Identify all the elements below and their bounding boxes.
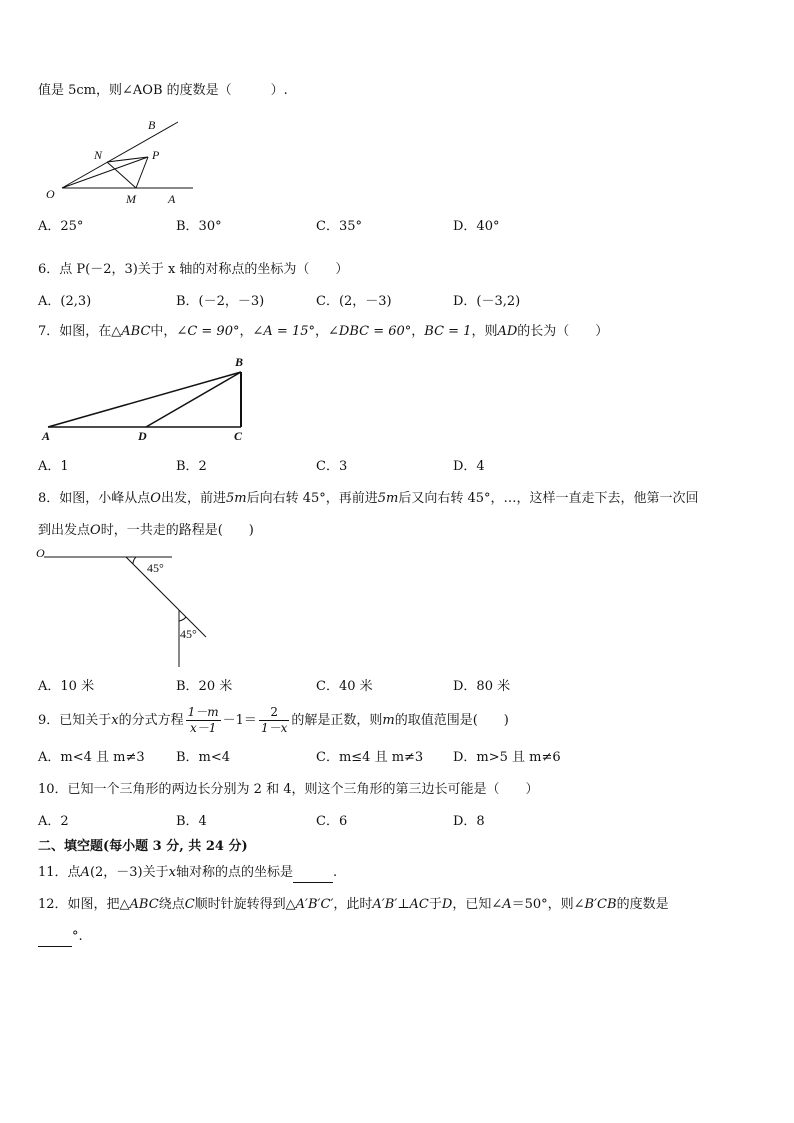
q8-stem-line2: 到出发点O时，一共走的路程是( ) xyxy=(38,523,254,538)
q7-label-a: A xyxy=(42,429,51,443)
q9-option-d: D．m>5 且 m≠6 xyxy=(453,750,561,765)
q5-label-p: P xyxy=(152,148,160,162)
q10-option-d: D．8 xyxy=(453,814,485,829)
q9-option-a: A．m<4 且 m≠3 xyxy=(38,750,145,765)
q5-option-d: D．40° xyxy=(453,219,500,234)
q5-angle-figure xyxy=(38,115,208,210)
q12-stem-line1: 12．如图，把△ABC绕点C顺时针旋转得到△A′B′C′，此时A′B′⊥AC于D，已知∠A＝50°，则∠B′CB的度数是 xyxy=(38,897,669,912)
q7-triangle-figure xyxy=(38,352,258,447)
q8-label-angle2: 45° xyxy=(180,627,197,641)
q5-option-b: B．30° xyxy=(176,219,222,234)
q5-label-o: O xyxy=(46,187,55,201)
q12-answer-blank[interactable] xyxy=(38,928,72,947)
q7-label-b: B xyxy=(235,355,244,369)
q6-option-d: D．(－3,2) xyxy=(453,294,521,309)
q8-option-d: D．80 米 xyxy=(453,679,511,694)
q8-label-angle1: 45° xyxy=(147,561,164,575)
q8-path-figure xyxy=(34,543,234,673)
q5-label-b: B xyxy=(148,118,156,132)
q6-options xyxy=(38,293,758,311)
q10-option-a: A．2 xyxy=(38,814,69,829)
q8-option-a: A．10 米 xyxy=(38,679,95,694)
q6-option-c: C．(2，－3) xyxy=(316,294,392,309)
q5-label-m: M xyxy=(126,192,136,206)
q10-stem: 10．已知一个三角形的两边长分别为 2 和 4，则这个三角形的第三边长可能是（ ） xyxy=(38,782,539,797)
q9-option-b: B．m<4 xyxy=(176,750,231,765)
q5-option-c: C．35° xyxy=(316,219,362,234)
q7-option-c: C．3 xyxy=(316,459,348,474)
q10-option-b: B．4 xyxy=(176,814,207,829)
q7-label-d: D xyxy=(138,429,147,443)
q8-label-o: O xyxy=(36,546,45,560)
q5-label-n: N xyxy=(94,148,103,162)
q7-option-b: B．2 xyxy=(176,459,207,474)
q11-answer-blank[interactable] xyxy=(293,864,333,883)
q8-option-b: B．20 米 xyxy=(176,679,233,694)
q5-option-a: A．25° xyxy=(38,219,84,234)
q10-options xyxy=(38,813,758,831)
q6-stem: 6．点 P(－2，3)关于 x 轴的对称点的坐标为（ ） xyxy=(38,262,349,277)
q5-label-a: A xyxy=(168,192,176,206)
q9-fraction-2: $\frac{2}{1-x}$ xyxy=(260,705,288,735)
q9-stem: 9．已知关于x的分式方程 $\frac{1-m}{x-1}$ －1＝ $\frac{2}{1-x}$ 的解是正数，则m的取值范围是( ) xyxy=(38,705,509,735)
q5-options xyxy=(38,218,758,236)
q8-stem-line1: 8．如图，小峰从点O出发，前进5m后向右转 45°，再前进5m后又向右转 45°，…，这样一直走下去，他第一次回 xyxy=(38,491,699,506)
q6-option-b: B．(－2，－3) xyxy=(176,294,265,309)
q6-option-a: A．(2,3) xyxy=(38,294,92,309)
q5-stem: 值是 5cm，则∠AOB 的度数是（ ）. xyxy=(38,83,288,98)
q12-stem-line2: °. xyxy=(38,928,83,947)
q8-option-c: C．40 米 xyxy=(316,679,373,694)
q7-option-d: D．4 xyxy=(453,459,485,474)
q7-options xyxy=(38,458,758,476)
q7-stem: 7．如图，在△ABC中，∠C = 90°，∠A = 15°，∠DBC = 60°，BC = 1，则AD的长为（ ） xyxy=(38,324,609,339)
q9-option-c: C．m≤4 且 m≠3 xyxy=(316,750,424,765)
q7-label-c: C xyxy=(234,429,243,443)
q7-option-a: A．1 xyxy=(38,459,69,474)
q10-option-c: C．6 xyxy=(316,814,348,829)
q8-options xyxy=(38,678,758,696)
q9-options xyxy=(38,749,758,767)
section-title: 二、填空题(每小题 3 分, 共 24 分) xyxy=(38,839,248,854)
q9-fraction-1: $\frac{1-m}{x-1}$ xyxy=(187,705,219,735)
q11-stem: 11．点A(2，－3)关于x轴对称的点的坐标是 . xyxy=(38,864,337,883)
